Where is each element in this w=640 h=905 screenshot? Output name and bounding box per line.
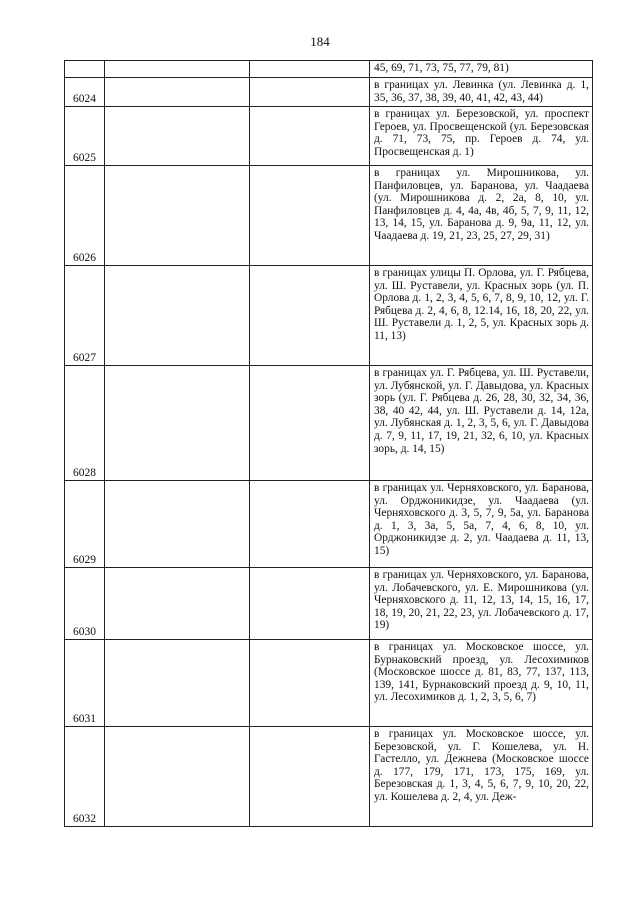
station-number: 6027 (65, 266, 105, 366)
empty-cell (250, 61, 370, 78)
table-row (65, 78, 593, 107)
station-number: 6029 (65, 481, 105, 568)
table-row (65, 568, 593, 640)
empty-cell (250, 366, 370, 481)
empty-cell (105, 107, 250, 166)
station-boundaries: в границах ул. Г. Рябцева, ул. Ш. Руставели, ул. Лубянской, ул. Г. Давыдова, ул. Красных зорь (ул. Г. Рябцева д. 26, 28, 30, 32, 34, 36, 38, 40 42, 44, ул. Ш. Руставели д. 14, 12а, ул. Лубянская д. 1, 2, 3, 5, 6, ул. Г. Давыдова д. 7, 9, 11, 17, 19, 21, 32, 6, 10, ул. Красных зорь, д. 14, 15) (370, 366, 593, 481)
empty-cell (105, 568, 250, 640)
station-boundaries: в границах ул. Московское шоссе, ул. Бурнаковский проезд, ул. Лесохимиков (Московское шоссе д. 81, 83, 77, 137, 113, 139, 141, Бурнаковский проезд д. 9, 10, 11, ул. Лесохимиков д. 1, 2, 3, 5, 6, 7) (370, 640, 593, 727)
station-boundaries: в границах ул. Березовской, ул. проспект Героев, ул. Просвещенской (ул. Березовская д. 71, 73, 75, пр. Героев д. 74, ул. Просвещенская д. 1) (370, 107, 593, 166)
station-number: 6024 (65, 78, 105, 107)
station-number: 6026 (65, 166, 105, 266)
station-number: 6032 (65, 727, 105, 827)
empty-cell (105, 266, 250, 366)
station-boundaries: в границах ул. Черняховского, ул. Баранова, ул. Орджоникидзе, ул. Чаадаева (ул. Черняховского д. 3, 5, 7, 9, 5а, ул. Баранова д. 1, 3, 3а, 5, 5а, 7, 4, 6, 8, 10, ул. Орджоникидзе д. 2, ул. Чаадаева д. 11, 13, 15) (370, 481, 593, 568)
table-row (65, 727, 593, 827)
station-number: 6025 (65, 107, 105, 166)
empty-cell (105, 61, 250, 78)
empty-cell (105, 640, 250, 727)
empty-cell (250, 727, 370, 827)
station-number: 6030 (65, 568, 105, 640)
empty-cell (250, 568, 370, 640)
empty-cell (250, 166, 370, 266)
polling-stations-table (64, 60, 593, 827)
station-boundaries: в границах ул. Мирошникова, ул. Панфиловцев, ул. Баранова, ул. Чаадаева (ул. Мирошникова д. 2, 2а, 8, 10, ул. Панфиловцев д. 4, 4а, 4в, 4б, 5, 7, 9, 11, 12, 13, 14, 15, ул. Баранова д. 9, 9а, 11, 12, ул. Чаадаева д. 19, 21, 23, 25, 27, 29, 31) (370, 166, 593, 266)
page-number: 184 (310, 34, 330, 49)
number-cell (65, 61, 105, 78)
empty-cell (250, 107, 370, 166)
empty-cell (105, 727, 250, 827)
table-row (65, 266, 593, 366)
empty-cell (250, 640, 370, 727)
table-row (65, 366, 593, 481)
table-row (65, 107, 593, 166)
empty-cell (105, 166, 250, 266)
empty-cell (105, 481, 250, 568)
table-row (65, 481, 593, 568)
station-boundaries: в границах ул. Московское шоссе, ул. Березовской, ул. Г. Кошелева, ул. Н. Гастелло, ул. Дежнева (Московское шоссе д. 177, 179, 171, 173, 175, 169, ул. Березовская д. 1, 3, 4, 5, 6, 7, 9, 10, 20, 22, ул. Кошелева д. 2, 4, ул. Деж- (370, 727, 593, 827)
empty-cell (250, 78, 370, 107)
empty-cell (105, 366, 250, 481)
station-boundaries: в границах ул. Черняховского, ул. Баранова, ул. Лобачевского, ул. Е. Мирошникова (ул. Черняховского д. 11, 12, 13, 14, 15, 16, 17, 18, 19, 20, 21, 22, 23, ул. Лобачевского д. 17, 19) (370, 568, 593, 640)
continuation-text: 45, 69, 71, 73, 75, 77, 79, 81) (370, 61, 593, 78)
empty-cell (105, 78, 250, 107)
empty-cell (250, 266, 370, 366)
station-number: 6028 (65, 366, 105, 481)
table-row (65, 166, 593, 266)
table-row (65, 640, 593, 727)
station-number: 6031 (65, 640, 105, 727)
station-boundaries: в границах ул. Левинка (ул. Левинка д. 1, 35, 36, 37, 38, 39, 40, 41, 42, 43, 44) (370, 78, 593, 107)
table-row (65, 61, 593, 78)
station-boundaries: в границах улицы П. Орлова, ул. Г. Рябцева, ул. Ш. Руставели, ул. Красных зорь (ул. П. Орлова д. 1, 2, 3, 4, 5, 6, 7, 8, 9, 10, 12, ул. Г. Рябцева д. 2, 4, 6, 8, 12.14, 16, 18, 20, 22, ул. Ш. Руставели д. 1, 2, 5, ул. Красных зорь д. 11, 13) (370, 266, 593, 366)
empty-cell (250, 481, 370, 568)
